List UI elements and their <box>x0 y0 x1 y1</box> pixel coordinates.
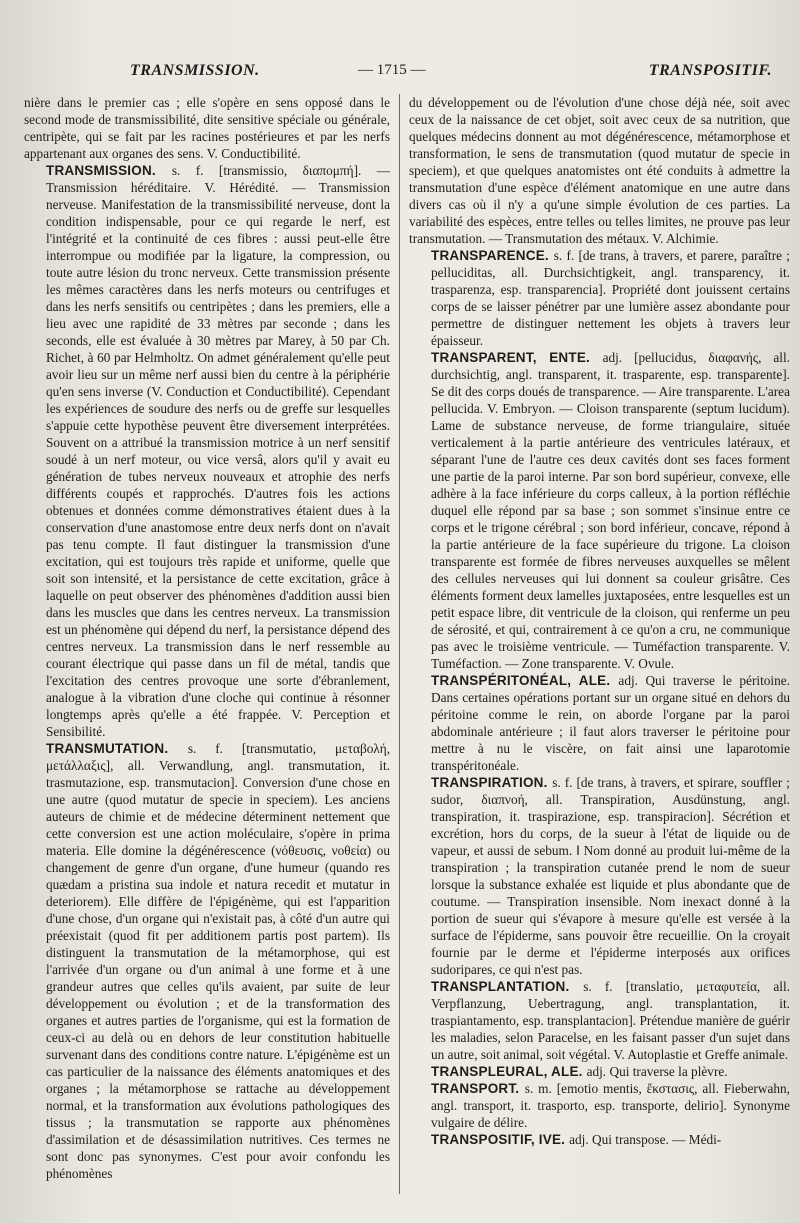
continued-text: nière dans le premier cas ; elle s'opère en sens opposé dans le second mode de transmissibilité, dite sensitive spéciale ou générale, centripète, qui se fait par les racines postérieures et par les nerfs appartenant aux organes des sens. V. Conductibilité. <box>24 95 390 161</box>
entry-definition: [translatio, μεταφυτεία, all. Verpflanzung, Uebertragung, angl. transplantation, it. traspiantamento, esp. transplantacion]. Prétendue manière de guérir les maladies, selon Paracelse, en les faisant passer d'un sujet dans un autre, soit animal, soit végétal. V. Autoplastie et Greffe animale. <box>431 979 790 1062</box>
entry-transplantation <box>409 978 790 1063</box>
entry-grammar: adj. <box>618 673 646 688</box>
entry-grammar: adj. <box>569 1132 592 1147</box>
entry-definition: [de trans, à travers, et spirare, souffler ; sudor, διαπνοή, all. Transpiration, Ausdünstung, angl. transpiration, it. traspirazione, esp. transpiracion]. Sécrétion et excrétion, hors du corps, de la sueur à l'état de liquide ou de vapeur, et aussi de sebum. ‖ Nom donné au produit lui-même de la transpiration ; la transpiration cutanée prend le nom de sueur lorsque la substance exhalée est liquide et plus abondante que de coutume. — Transpiration insensible. Nom inexact donné à la portion de sueur qui s'évapore à mesure qu'elle est versée à la surface de l'épiderme, sans pouvoir être recueillie. On la croyait fournie par le derme et l'épiderme interposés aux orifices sudoripares, ce qui n'est pas. <box>431 775 790 977</box>
entry-definition: [pellucidus, διαφανής, all. durchsichtig, angl. transparent, it. trasparente, esp. transparente]. Se dit des corps doués de transparence. — Aire transparente. L'area pellucida. V. Embryon. — Cloison transparente (septum lucidum). Lame de substance nerveuse, de forme triangulaire, située verticalement à la partie antérieure des ventricules latéraux, et séparant l'une de l'autre ces deux cavités dont ses faces forment une partie de la paroi interne. Par son bord supérieur, convexe, elle adhère à la face inférieure du corps calleux, à la portion réfléchie duquel elle répond par sa base ; son sommet s'insinue entre ce corps et le trigone cérébral ; son bord inférieur, concave, répond à la partie antérieure de la face supérieure du trigone. La cloison transparente est formée de fibres nerveuses auxquelles se mêlent des cellules nerveuses qui lui donnent sa couleur grisâtre. Ces éléments forment deux lamelles juxtaposées, entre lesquelles est un petit espace libre, dit ventricule de la cloison, qui renferme un peu de sérosité, et qui, contrairement à ce qu'on a cru, ne communique pas avec le troisième ventricule. — Tuméfaction transparente. V. Tuméfaction. — Zone transparente. V. Ovule. <box>431 350 790 671</box>
entry-definition: Qui traverse le péritoine. Dans certaines opérations portant sur un organe situé en dehors du péritoine comme le rein, on aborde l'organe par la paroi abdominale antérieure ; il faut alors traverser le péritoine pour mettre à nu le viscère, on fait ainsi une laparotomie transpéritonéale. <box>431 673 790 773</box>
entry-transport <box>409 1080 790 1131</box>
entry-transmission <box>24 162 390 740</box>
entry-transpiration <box>409 774 790 978</box>
entry-transparence <box>409 247 790 349</box>
entry-grammar: adj. <box>602 350 635 365</box>
entry-headword: TRANSPLANTATION. <box>431 979 584 994</box>
entry-definition: [transmissio, διαπομπή]. — Transmission héréditaire. V. Hérédité. — Transmission nerveuse. Manifestation de la transmissibilité nerveuse, dont la condition indispensable, pour ce qui regarde le nerf, est l'intégrité et la continuité de ces fibres : aussi peut-elle être interrompue ou modifiée par la ligature, la compression, ou toute autre lésion du tronc nerveux. Cette transmission présente les mêmes caractères dans les nerfs moteurs ou centrifuges et dans les nerfs sensitifs ou centripètes ; dans les premiers, elle a lieu avec une rapidité de 33 mètres par seconde ; dans les seconds, elle est évaluée à 30 mètres par Marey, à 50 par Ch. Richet, à 60 par Helmholtz. On admet généralement qu'elle peut avoir lieu sur un même nerf aussi bien du centre à la périphérie qu'en sens inverse (V. Conduction et Conductibilité). Cependant les expériences de soudure des nerfs ou de greffe sur lesquelles s'appuie cette hypothèse peuvent être diversement interprétées. Souvent on a attribué la transmission motrice à un nerf sensitif soudé à un nerf moteur, ou vice versâ, alors qu'il y avait eu génération de tubes nerveux nouveaux et atrophie des nerfs différents coupés et rapprochés. D'autres fois les actions obtenues et données comme démonstratives étaient dues à la conservation d'une anastomose entre deux nerfs dont on n'avait pas tenu compte. Il faut distinguer la transmission d'une excitation, qui est toujours très rapide et uniforme, quelle que soit son intensité, et la persistance de cette excitation, grâce à laquelle on peut observer des phénomènes d'addition aussi bien dans les muscles que dans les centres nerveux. La transmission est un phénomène qui dépend du nerf, la persistance dépend des centres nerveux. La transmission dans le nerf ressemble au courant électrique qui passe dans un fil de métal, tandis que l'excitation des centres provoque une sorte d'ébranlement, analogue à la vibration d'une cloche qui continue à résonner longtemps après qu'elle a été frappée. V. Perception et Sensibilité. <box>46 163 390 739</box>
column-divider <box>399 94 400 1194</box>
entry-grammar: adj. <box>586 1064 610 1079</box>
entry-transpositif <box>409 1131 790 1148</box>
entry-transpleural <box>409 1063 790 1080</box>
entry-definition: [transmutatio, μεταβολή, μετάλλαξις], all. Verwandlung, angl. transmutation, it. trasmutazione, esp. transmutacion]. Conversion d'une chose en une autre (quod mutatur de specie in speciem). Les anciens auteurs de chimie et de médecine déterminent nettement que cette conversion est une action moléculaire, s'opère in prima materia. Elle domine la dégénérescence (νόθευσις, νοθεία) ou changement de genre d'un organe, d'une humeur (quando res quædam a pristina sua indole et natura recedit et mutatur in deteriorem). Elle diffère de l'épigénème, qui est l'apparition d'une chose, d'un organe qui n'existait pas, à côté d'un autre qui préexistait (quod fit per additionem partis post partem). Ils distinguent la transmutation de la métamorphose, qui est l'arrivée d'un organe ou d'un animal à une forme et à une grandeur autres que celles qu'ils avaient, par suite de leur développement ou évolution ; et de la transformation des organes et autres parties de l'organisme, qui est la formation de ceux-ci au delà ou en dehors de leur constitution habituelle survenant dans des conditions contre nature. L'épigénème est un cas particulier de la naissance des éléments anatomiques et des organes ; la métamorphose se rattache au développement normal, et la transformation aux évolutions pathologiques des tissus ; la transmutation se rapporte aux phénomènes d'assimilation et de désassimilation nutritives. Ces termes ne sont donc pas synonymes. C'est pour avoir confondu les phénomènes <box>46 741 390 1181</box>
entry-transparent <box>409 349 790 672</box>
entry-transmutation <box>24 740 390 1182</box>
page-number: — 1715 — <box>358 62 426 78</box>
right-column <box>409 94 790 1204</box>
entry-headword: TRANSPLEURAL, ALE. <box>431 1064 587 1079</box>
entry-definition: Qui transpose. — Médi- <box>591 1132 722 1147</box>
continued-text: du développement ou de l'évolution d'une chose déjà née, soit avec ceux de la naissance de cet objet, soit avec ceux de sa nutrition, que quelques médecins donnent au mot dégénérescence, métamorphose et transformation, le sens de transmutation (quod mutatur de specie in speciem), et que quelques anatomistes ont été conduits à admettre la transmutation d'une espèce d'élément anatomique en une autre dans divers cas où il n'y a qu'une simple évolution de ces parties. La variabilité des espèces, entre telles ou telles limites, ne prouve pas leur transmutation. — Transmutation des métaux. V. Alchimie. <box>409 95 790 246</box>
entry-headword: TRANSPOSITIF, IVE. <box>431 1132 570 1147</box>
entry-definition: [de trans, à travers, et parere, paraître ; pelluciditas, all. Durchsichtigkeit, angl. transparency, it. trasparenza, esp. transparencia]. Propriété dont jouissent certains corps de se laisser pénétrer par une lumière assez abondante pour permettre de distinguer nettement les objets à travers leur épaisseur. <box>431 248 790 348</box>
entry-grammar: s. m. <box>524 1081 557 1096</box>
entry-transperitoneal <box>409 672 790 774</box>
entry-headword: TRANSMISSION. <box>46 163 172 178</box>
running-header <box>120 62 772 84</box>
entry-grammar: s. f. <box>553 248 579 263</box>
entry-headword: TRANSPARENT, ENTE. <box>431 350 603 365</box>
entry-grammar: s. f. <box>187 741 242 756</box>
left-column <box>24 94 390 1204</box>
entry-grammar: s. f. <box>583 979 626 994</box>
entry-headword: TRANSPARENCE. <box>431 248 554 263</box>
entry-headword: TRANSMUTATION. <box>46 741 188 756</box>
entry-grammar: s. f. <box>171 163 219 178</box>
entry-headword: TRANSPÉRITONÉAL, ALE. <box>431 673 619 688</box>
entry-headword: TRANSPORT. <box>431 1081 525 1096</box>
entry-definition: [emotio mentis, ἔκστασις, all. Fieberwahn, angl. transport, it. trasporto, esp. transporte, delirio]. Synonyme vulgaire de délire. <box>431 1081 790 1130</box>
header-right-guideword: TRANSPOSITIF. <box>648 62 772 79</box>
entry-grammar: s. f. <box>552 775 577 790</box>
entry-headword: TRANSPIRATION. <box>431 775 553 790</box>
header-left-guideword: TRANSMISSION. <box>130 62 260 79</box>
entry-definition: Qui traverse la plèvre. <box>609 1064 728 1079</box>
